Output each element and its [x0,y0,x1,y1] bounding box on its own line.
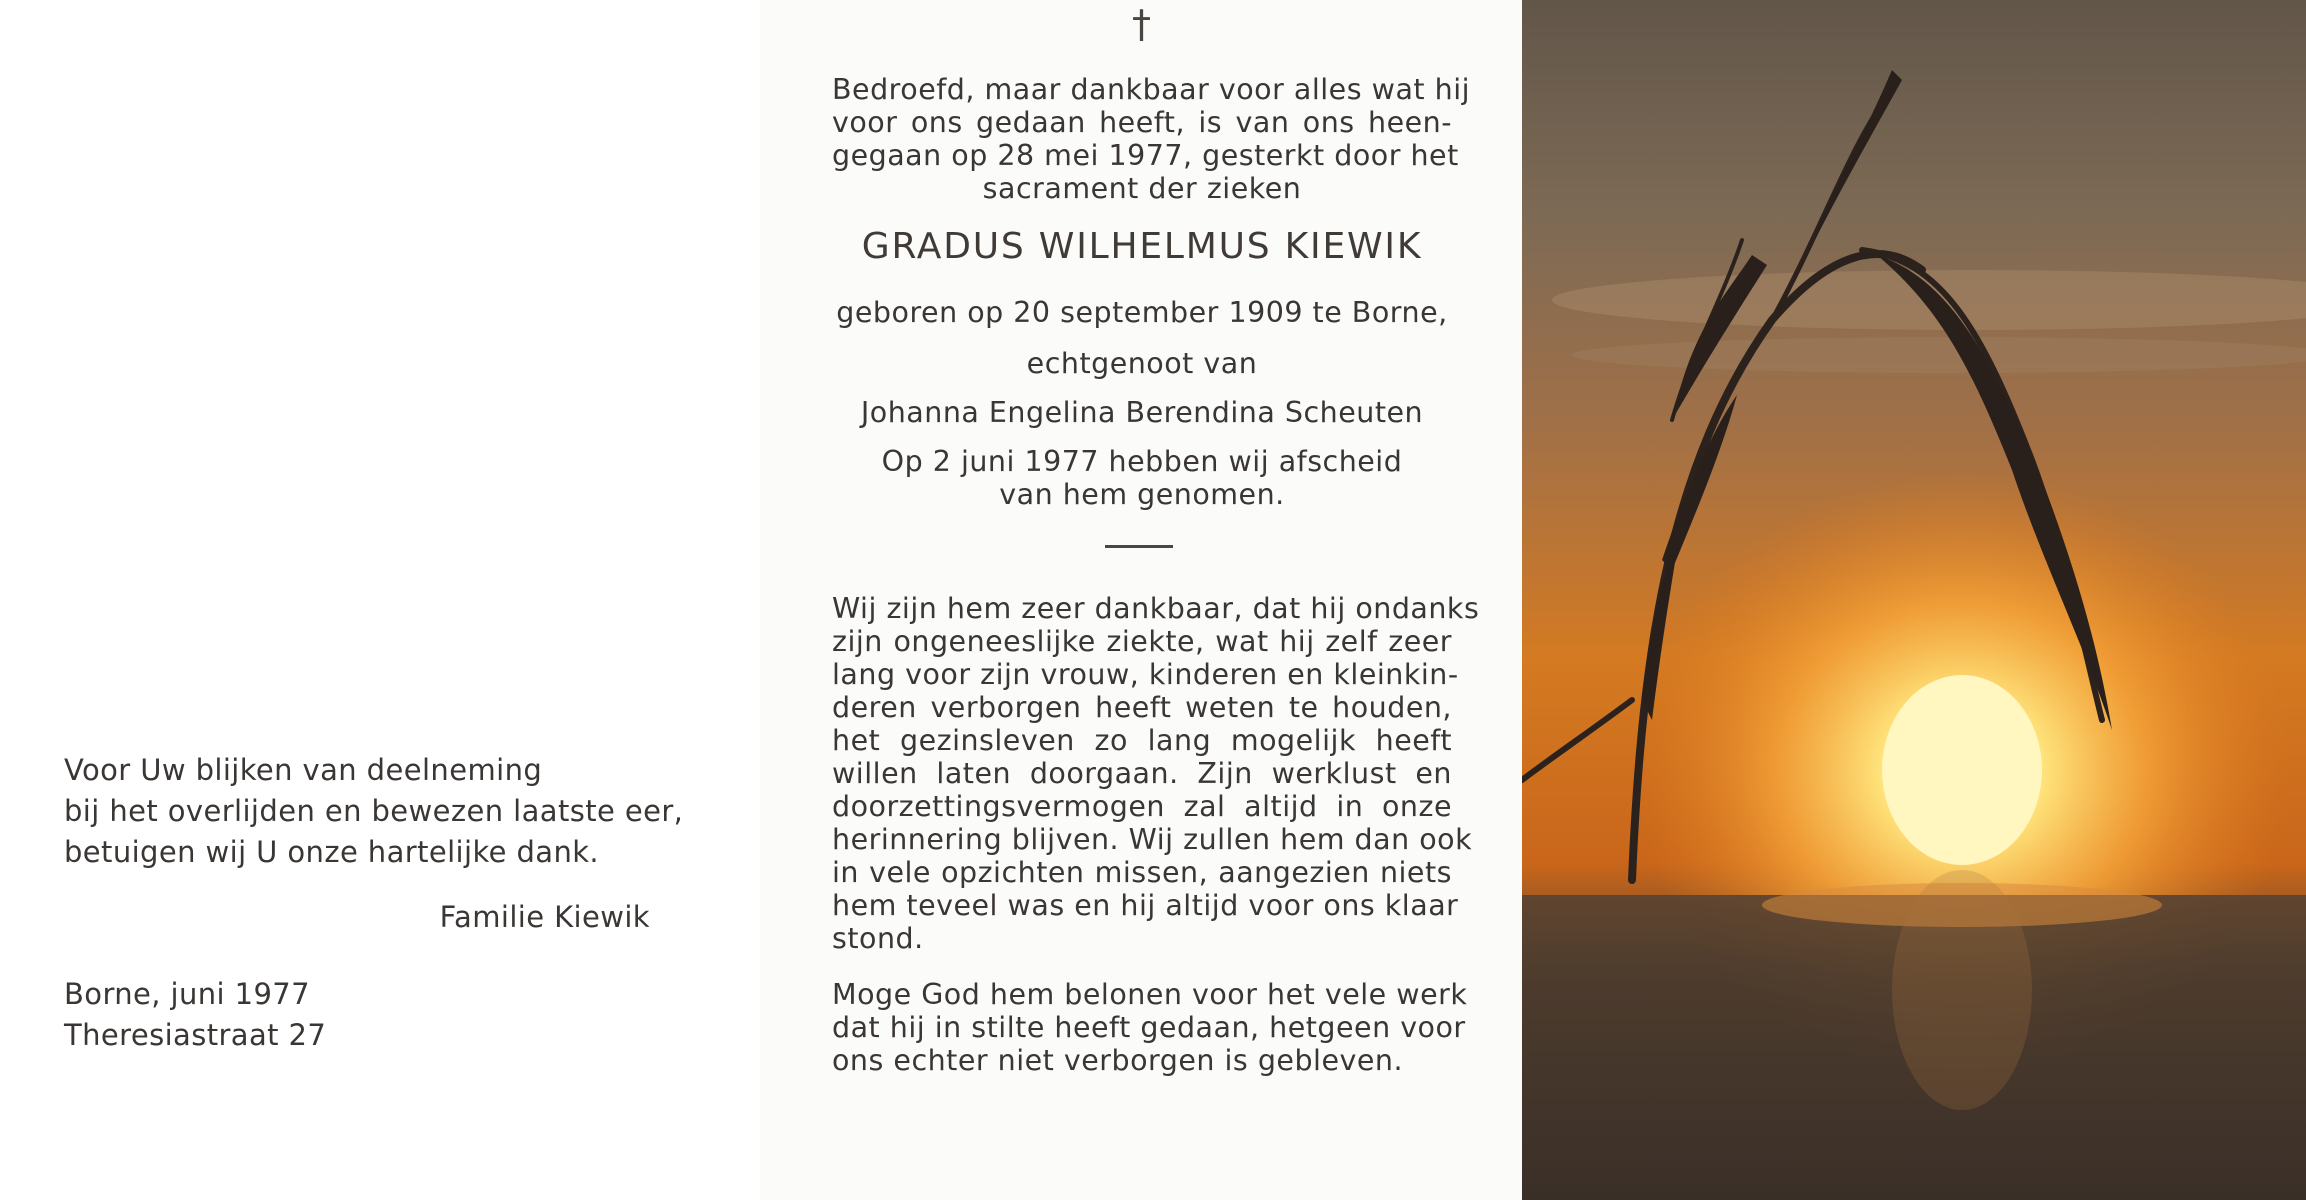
intro-line: Bedroefd, maar dankbaar voor alles wat hij [832,73,1471,106]
birth-info: geboren op 20 september 1909 te Borne, [836,296,1448,329]
farewell-line: Op 2 juni 1977 hebben wij afscheid [881,445,1403,478]
intro-text [832,73,1471,205]
divider-line [1105,545,1173,548]
paragraph-line: hem teveel was en hij altijd voor ons klaar [832,889,1459,922]
sunset-photo [1522,0,2306,1200]
family-signature: Familie Kiewik [439,900,650,934]
paragraph-line: het gezinsleven zo lang mogelijk heeft [832,724,1452,757]
paragraph-line: in vele opzichten missen, aangezien niets [832,856,1452,889]
paragraph-line: Wij zijn hem zeer dankbaar, dat hij ondanks [832,592,1480,625]
thanks-line: betuigen wij U onze hartelijke dank. [64,835,600,869]
address-block [64,974,326,1056]
thanks-line: Voor Uw blijken van deelneming [64,753,543,787]
left-panel [0,0,760,1200]
gratitude-paragraph [832,592,1480,955]
blessing-paragraph [832,978,1468,1077]
farewell-text [832,445,1452,511]
farewell-line: van hem genomen. [999,478,1285,511]
paragraph-line: herinnering blijven. Wij zullen hem dan ook [832,823,1473,856]
paragraph-line: willen laten doorgaan. Zijn werklust en [832,757,1452,790]
thanks-message [64,750,684,873]
intro-line: sacrament der zieken [982,172,1302,205]
middle-panel [760,0,1522,1200]
street-address: Theresiastraat 27 [64,1018,327,1052]
paragraph-line: zijn ongeneeslijke ziekte, wat hij zelf zeer [832,625,1452,658]
intro-line: voor ons gedaan heeft, is van ons heen- [832,106,1452,139]
intro-line: gegaan op 28 mei 1977, gesterkt door het [832,139,1459,172]
paragraph-line: dat hij in stilte heeft gedaan, hetgeen voor [832,1011,1466,1044]
place-date: Borne, juni 1977 [64,977,311,1011]
paragraph-line: lang voor zijn vrouw, kinderen en kleinkin- [832,658,1459,691]
paragraph-line: deren verborgen heeft weten te houden, [832,691,1452,724]
paragraph-line: doorzettingsvermogen zal altijd in onze [832,790,1452,823]
paragraph-line: stond. [832,922,924,955]
paragraph-line: ons echter niet verborgen is gebleven. [832,1044,1404,1077]
cross-icon: † [1132,2,1151,46]
paragraph-line: Moge God hem belonen voor het vele werk [832,978,1468,1011]
thanks-line: bij het overlijden en bewezen laatste eer, [64,794,684,828]
spouse-label: echtgenoot van [1026,347,1258,380]
photo-panel [1522,0,2306,1200]
spouse-name: Johanna Engelina Berendina Scheuten [860,396,1424,429]
deceased-name: GRADUS WILHELMUS KIEWIK [861,226,1423,267]
